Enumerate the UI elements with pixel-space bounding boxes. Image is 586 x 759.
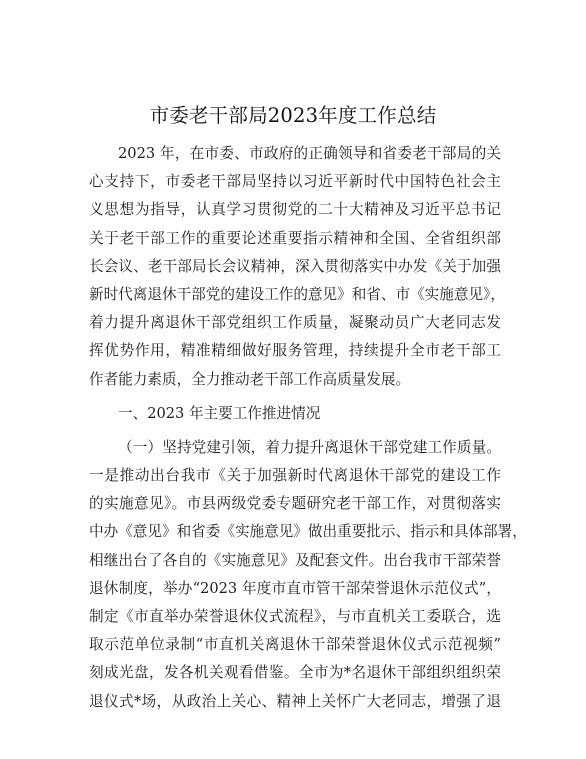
paragraph-line: 2023 年，在市委、市政府的正确领导和省委老干部局的关	[118, 145, 501, 162]
paragraph-line: 心支持下，市委老干部局坚持以习近平新时代中国特色社会主	[89, 173, 501, 191]
paragraph-line: 义思想为指导，认真学习贯彻党的二十大精神及习近平总书记	[89, 201, 501, 219]
paragraph-line: 新时代离退休干部党的建设工作的意见》和省、市《实施意见》，	[89, 285, 505, 303]
paragraph-line: 长会议、老干部局长会议精神，深入贯彻落实中办发《关于加强	[89, 257, 501, 275]
paragraph-line: 的实施意见》。市县两级党委专题研究老干部工作，对贯彻落实	[89, 495, 501, 513]
paragraph-line: （一）坚持党建引领，着力提升离退休干部党建工作质量。	[118, 438, 501, 456]
paragraph-line: 挥优势作用，精准精细做好服务管理，持续提升全市老干部工	[89, 342, 501, 360]
paragraph-line: 中办《意见》和省委《实施意见》做出重要批示、指示和具体部署，	[89, 523, 527, 541]
section-heading: 一、2023 年主要工作推进情况	[118, 404, 321, 422]
paragraph-line: 关于老干部工作的重要论述重要指示精神和全国、全省组织部	[89, 229, 501, 247]
paragraph-line: 制定《市直举办荣誉退休仪式流程》，与市直机关工委联合，选	[89, 608, 501, 625]
paragraph-line: 刻成光盘，发各机关观看借鉴。全市为*名退休干部组织组织荣	[89, 664, 501, 682]
paragraph-line: 一是推动出台我市《关于加强新时代离退休干部党的建设工作	[89, 467, 501, 485]
paragraph-line: 退休制度，举办“2023 年度市直市管干部荣誉退休示范仪式”，	[89, 579, 501, 597]
document-title: 市委老干部局2023年度工作总结	[149, 104, 437, 127]
paragraph-line: 取示范单位录制“市直机关离退休干部荣誉退休仪式示范视频”	[89, 636, 501, 654]
paragraph-line: 着力提升离退休干部党组织工作质量，凝聚动员广大老同志发	[89, 314, 501, 332]
paragraph-line: 作者能力素质，全力推动老干部工作高质量发展。	[89, 370, 411, 388]
paragraph-line: 相继出台了各自的《实施意见》及配套文件。出台我市干部荣誉	[89, 551, 501, 569]
paragraph-line: 退仪式*场，从政治上关心、精神上关怀广大老同志，增强了退	[89, 692, 501, 710]
document-body	[89, 140, 527, 716]
